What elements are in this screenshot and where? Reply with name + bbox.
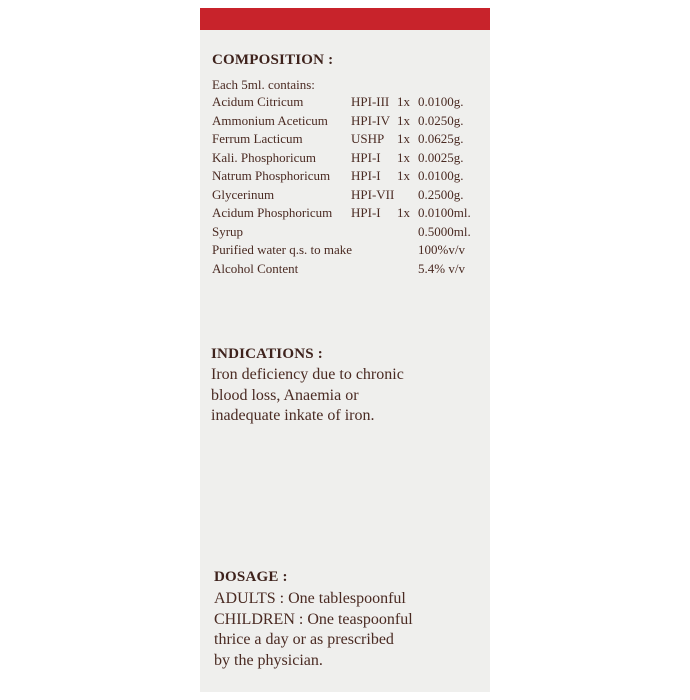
ingredient-name: Ammonium Aceticum	[212, 112, 328, 128]
composition-row	[212, 94, 490, 113]
pharmacopoeia-ref: USHP	[351, 131, 385, 146]
dosage-line: thrice a day or as prescribed	[214, 631, 394, 648]
red-header-band	[200, 8, 490, 30]
pharmacopoeia-ref: HPI-IV	[351, 112, 390, 128]
indications-text	[211, 365, 486, 427]
quantity: 0.0100ml.	[418, 205, 471, 220]
composition-table	[212, 94, 490, 279]
quantity: 0.0250g.	[418, 112, 464, 128]
ingredient-name: Natrum Phosphoricum	[212, 168, 331, 183]
potency: 1x	[397, 205, 410, 220]
dosage-text	[214, 589, 489, 671]
composition-row	[212, 113, 490, 132]
potency: 1x	[397, 149, 410, 165]
ingredient-name: Ferrum Lacticum	[212, 131, 303, 146]
composition-row	[212, 168, 490, 187]
pharmacopoeia-ref: HPI-VII	[351, 186, 395, 202]
potency: 1x	[397, 112, 410, 128]
composition-row	[212, 224, 490, 243]
composition-row	[212, 187, 490, 206]
ingredient-name: Syrup	[212, 223, 244, 239]
pharmacopoeia-ref: HPI-I	[351, 205, 381, 220]
quantity: 100%v/v	[418, 242, 465, 257]
quantity: 0.0025g.	[418, 149, 464, 165]
ingredient-name: Acidum Phosphoricum	[212, 205, 333, 220]
composition-intro: Each 5ml. contains:	[212, 77, 315, 92]
quantity: 0.5000ml.	[418, 223, 471, 239]
ingredient-name: Glycerinum	[212, 186, 275, 202]
dosage-heading: DOSAGE :	[214, 569, 288, 585]
dosage-line: by the physician.	[214, 651, 323, 669]
indications-line: inadequate inkate of iron.	[211, 407, 375, 424]
quantity: 0.0625g.	[418, 131, 464, 146]
quantity: 0.2500g.	[418, 186, 464, 202]
composition-row	[212, 242, 490, 261]
composition-heading: COMPOSITION :	[212, 52, 334, 68]
composition-row	[212, 261, 490, 280]
quantity: 5.4% v/v	[418, 260, 465, 276]
pharmacopoeia-ref: HPI-I	[351, 168, 381, 183]
composition-row	[212, 131, 490, 150]
ingredient-name: Purified water q.s. to make	[212, 242, 353, 257]
potency: 1x	[397, 168, 410, 183]
ingredient-name: Kali. Phosphoricum	[212, 149, 316, 165]
indications-line: blood loss, Anaemia or	[211, 386, 359, 404]
composition-row	[212, 205, 490, 224]
indications-heading: INDICATIONS :	[211, 346, 323, 362]
potency: 1x	[397, 131, 410, 146]
indications-line: Iron deficiency due to chronic	[211, 366, 404, 383]
ingredient-name: Alcohol Content	[212, 260, 299, 276]
composition-row	[212, 150, 490, 169]
quantity: 0.0100g.	[418, 94, 464, 109]
label-panel	[200, 8, 490, 692]
potency: 1x	[397, 94, 410, 109]
quantity: 0.0100g.	[418, 168, 464, 183]
dosage-line: CHILDREN : One teaspoonful	[214, 610, 413, 628]
pharmacopoeia-ref: HPI-I	[351, 149, 381, 165]
ingredient-name: Acidum Citricum	[212, 94, 304, 109]
pharmacopoeia-ref: HPI-III	[351, 94, 390, 109]
dosage-line: ADULTS : One tablespoonful	[214, 590, 406, 607]
